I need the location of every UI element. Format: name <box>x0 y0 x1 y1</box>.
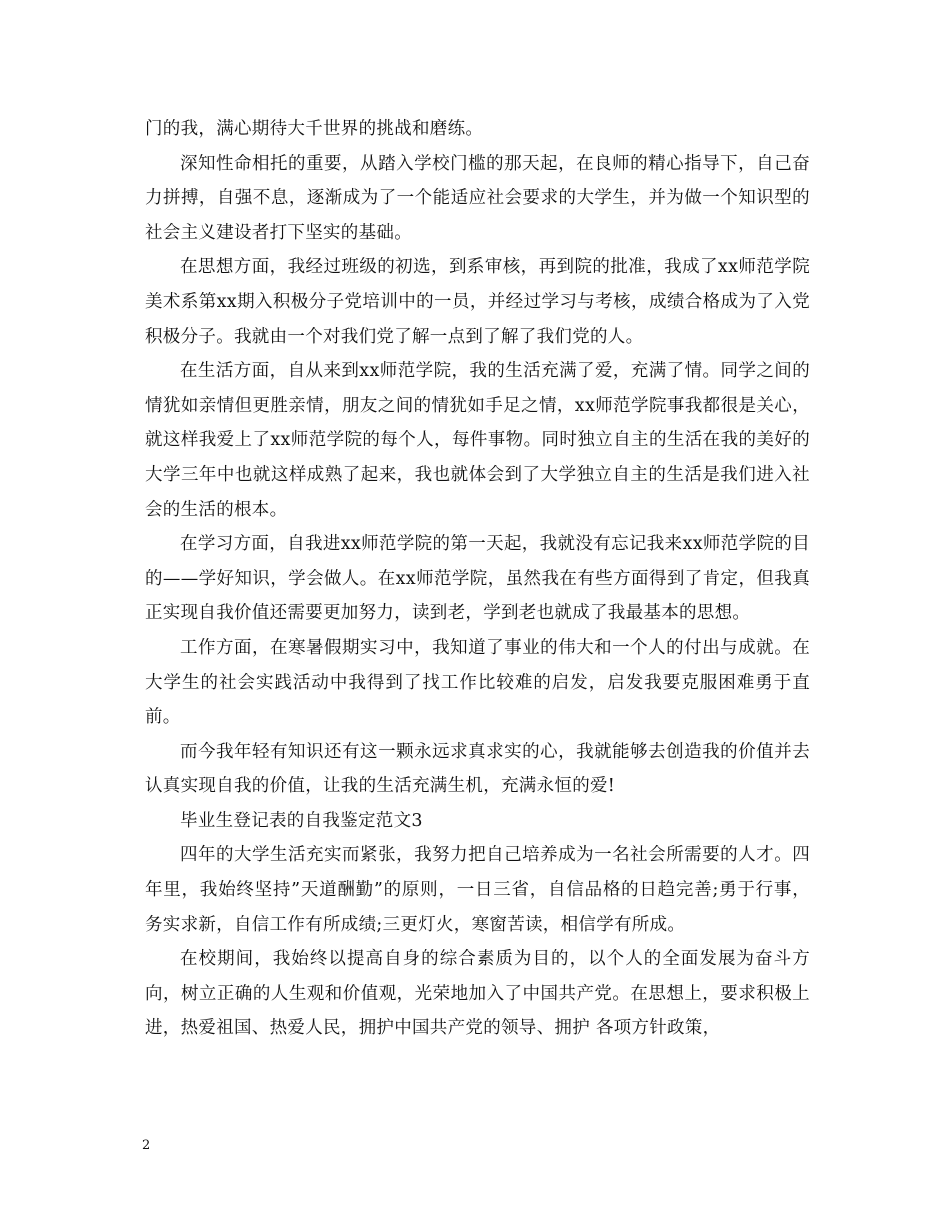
paragraph: 在思想方面，我经过班级的初选，到系审核，再到院的批准，我成了xx师范学院美术系第xx期入积极分子党培训中的一员，并经过学习与考核，成绩合格成为了入党积极分子。我就由一个对我们党了解一点到了解了我们党的人。 <box>145 257 810 347</box>
section-heading: 毕业生登记表的自我鉴定范文3 <box>180 810 423 831</box>
page-number: 2 <box>142 1138 151 1153</box>
paragraph: 四年的大学生活充实而紧张，我努力把自己培养成为一名社会所需要的人才。四年里，我始终坚持”天道酬勤”的原则，一日三省，自信品格的日趋完善;勇于行事，务实求新，自信工作有所成绩;三更灯火，寒窗苦读，相信学有所成。 <box>145 845 810 935</box>
paragraph: 工作方面，在寒暑假期实习中，我知道了事业的伟大和一个人的付出与成就。在大学生的社会实践活动中我得到了找工作比较难的启发，启发我要克服困难勇于直前。 <box>145 637 810 728</box>
paragraph: 深知性命相托的重要，从踏入学校门槛的那天起，在良师的精心指导下，自己奋力拼搏，自强不息，逐渐成为了一个能适应社会要求的大学生，并为做一个知识型的社会主义建设者打下坚实的基础。 <box>145 153 810 243</box>
paragraph-continuation: 门的我，满心期待大千世界的挑战和磨练。 <box>145 119 484 139</box>
paragraph: 在校期间，我始终以提高自身的综合素质为目的，以个人的全面发展为奋斗方向，树立正确的人生观和价值观，光荣地加入了中国共产党。在思想上，要求积极上进，热爱祖国、热爱人民，拥护中国共产党的领导、拥护 各项方针政策， <box>145 949 810 1039</box>
paragraph: 在学习方面，自我进xx师范学院的第一天起，我就没有忘记我来xx师范学院的目的——学好知识，学会做人。在xx师范学院，虽然我在有些方面得到了肯定，但我真正实现自我价值还需要更加努力，读到老，学到老也就成了我最基本的思想。 <box>145 534 810 624</box>
paragraph: 在生活方面，自从来到xx师范学院，我的生活充满了爱，充满了情。同学之间的情犹如亲情但更胜亲情，朋友之间的情犹如手足之情，xx师范学院事我都很是关心，就这样我爱上了xx师范学院的每个人，每件事物。同时独立自主的生活在我的美好的大学三年中也就这样成熟了起来，我也就体会到了大学独立自主的生活是我们进入社会的生活的根本。 <box>145 361 810 520</box>
paragraph: 而今我年轻有知识还有这一颗永远求真求实的心，我就能够去创造我的价值并去认真实现自我的价值，让我的生活充满生机，充满永恒的爱! <box>145 741 810 797</box>
document-body <box>145 112 810 1046</box>
